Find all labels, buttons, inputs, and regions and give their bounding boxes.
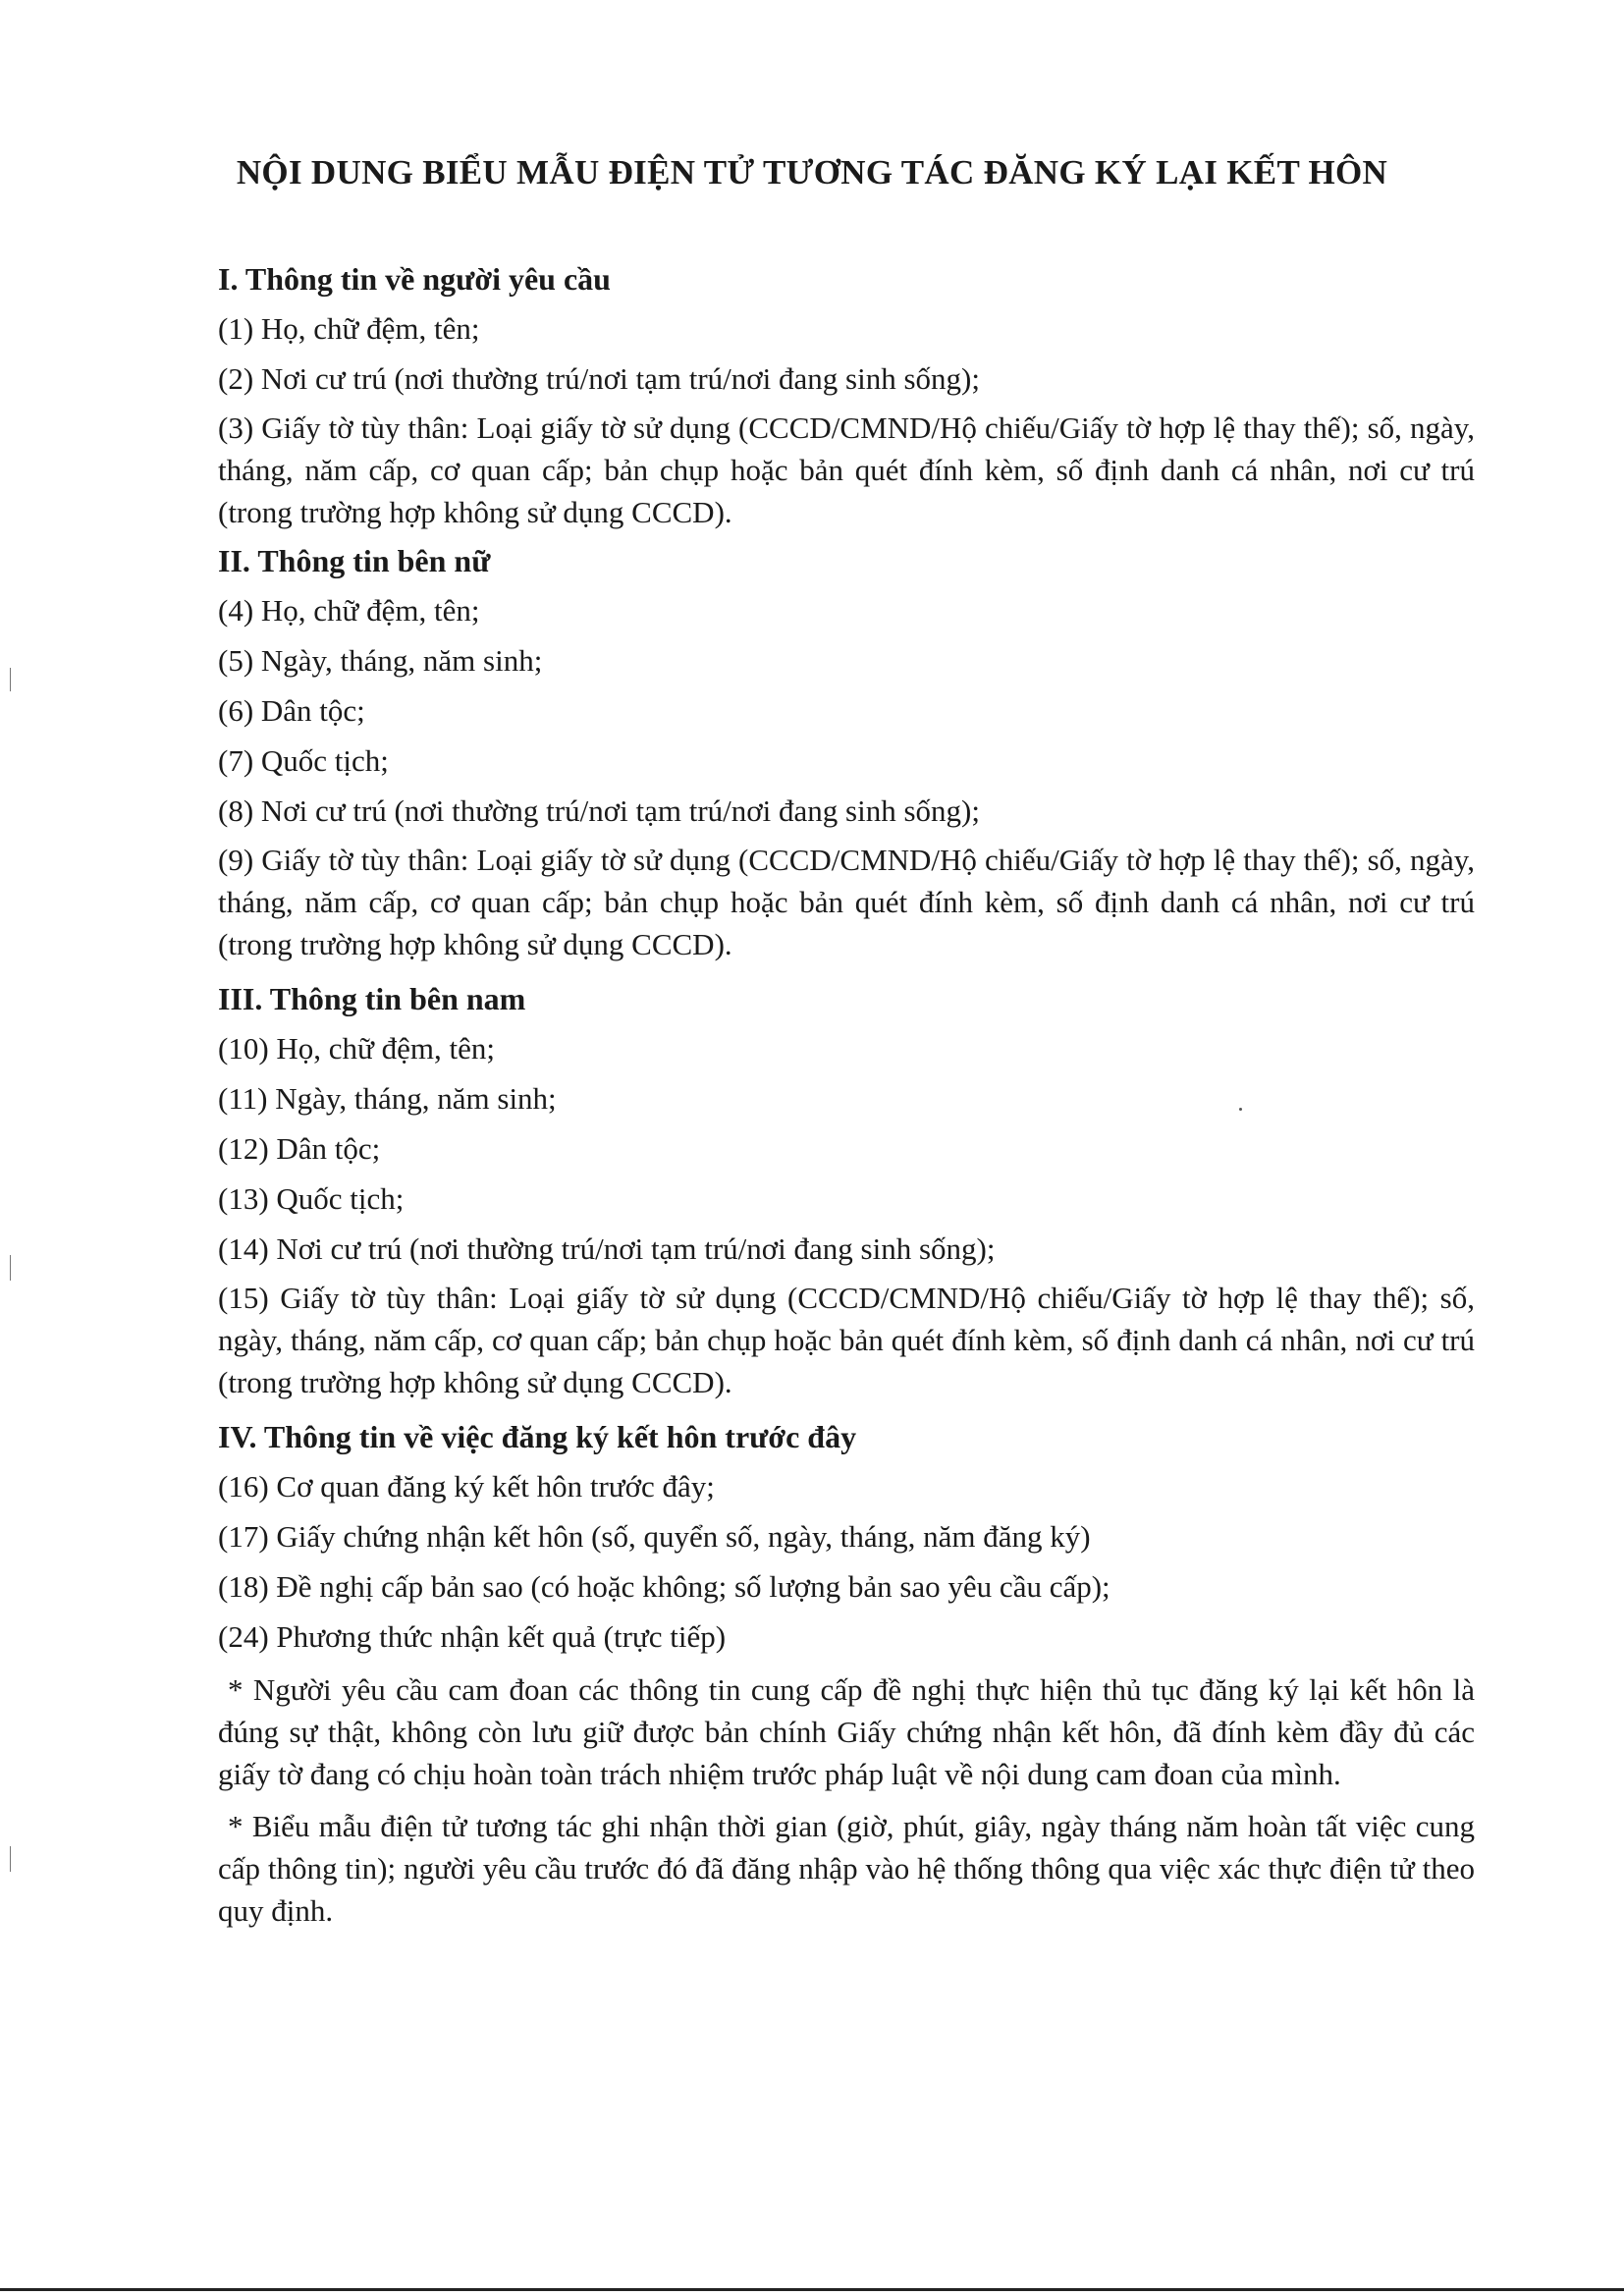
scan-mark	[10, 1846, 11, 1872]
list-item: (17) Giấy chứng nhận kết hôn (số, quyển số, ngày, tháng, năm đăng ký)	[218, 1519, 1091, 1554]
section-heading: I. Thông tin về người yêu cầu	[218, 261, 611, 297]
timestamp-note: * Biểu mẫu điện tử tương tác ghi nhận thời gian (giờ, phút, giây, ngày tháng năm hoàn tất việc cung cấp thông tin); người yêu cầu trước đó đã đăng nhập vào hệ thống thông qua việc xác thực điện tử theo quy định.	[218, 1809, 1475, 1928]
list-item: (1) Họ, chữ đệm, tên;	[218, 311, 480, 346]
list-item: (18) Đề nghị cấp bản sao (có hoặc không; số lượng bản sao yêu cầu cấp);	[218, 1569, 1110, 1604]
list-item: (16) Cơ quan đăng ký kết hôn trước đây;	[218, 1469, 715, 1503]
list-item: (4) Họ, chữ đệm, tên;	[218, 593, 480, 628]
list-item: (24) Phương thức nhận kết quả (trực tiếp)	[218, 1619, 727, 1654]
commitment-note: * Người yêu cầu cam đoan các thông tin cung cấp đề nghị thực hiện thủ tục đăng ký lại kết hôn là đúng sự thật, không còn lưu giữ được bản chính Giấy chứng nhận kết hôn, đã đính kèm đầy đủ các giấy tờ đang có chịu hoàn toàn trách nhiệm trước pháp luật về nội dung cam đoan của mình.	[218, 1672, 1475, 1791]
list-item: (3) Giấy tờ tùy thân: Loại giấy tờ sử dụng (CCCD/CMND/Hộ chiếu/Giấy tờ hợp lệ thay thế); số, ngày, tháng, năm cấp, cơ quan cấp; bản chụp hoặc bản quét đính kèm, số định danh cá nhân, nơi cư trú (trong trường hợp không sử dụng CCCD).	[218, 410, 1475, 529]
list-item: (2) Nơi cư trú (nơi thường trú/nơi tạm trú/nơi đang sinh sống);	[218, 361, 980, 396]
page-bottom-edge	[0, 2288, 1624, 2291]
list-item: (12) Dân tộc;	[218, 1131, 381, 1166]
section-heading: IV. Thông tin về việc đăng ký kết hôn trước đây	[218, 1419, 857, 1454]
list-item: (7) Quốc tịch;	[218, 743, 389, 778]
section-bride	[218, 539, 1475, 965]
section-groom	[218, 977, 1475, 1403]
section-requester	[218, 257, 1475, 533]
scan-mark	[10, 668, 11, 691]
list-item: (13) Quốc tịch;	[218, 1181, 405, 1216]
list-item: (11) Ngày, tháng, năm sinh;	[218, 1081, 557, 1116]
list-item: (5) Ngày, tháng, năm sinh;	[218, 643, 543, 678]
section-heading: II. Thông tin bên nữ	[218, 543, 491, 578]
section-heading: III. Thông tin bên nam	[218, 981, 526, 1016]
list-item: (10) Họ, chữ đệm, tên;	[218, 1031, 495, 1066]
scan-speck	[1239, 1108, 1242, 1111]
list-item: (9) Giấy tờ tùy thân: Loại giấy tờ sử dụng (CCCD/CMND/Hộ chiếu/Giấy tờ hợp lệ thay thế); số, ngày, tháng, năm cấp, cơ quan cấp; bản chụp hoặc bản quét đính kèm, số định danh cá nhân, nơi cư trú (trong trường hợp không sử dụng CCCD).	[218, 843, 1475, 961]
list-item: (8) Nơi cư trú (nơi thường trú/nơi tạm trú/nơi đang sinh sống);	[218, 793, 980, 828]
list-item: (6) Dân tộc;	[218, 693, 365, 728]
list-item: (15) Giấy tờ tùy thân: Loại giấy tờ sử dụng (CCCD/CMND/Hộ chiếu/Giấy tờ hợp lệ thay thế); số, ngày, tháng, năm cấp, cơ quan cấp; bản chụp hoặc bản quét đính kèm, số định danh cá nhân, nơi cư trú (trong trường hợp không sử dụng CCCD).	[218, 1281, 1475, 1399]
document-title: NỘI DUNG BIỂU MẪU ĐIỆN TỬ TƯƠNG TÁC ĐĂNG KÝ LẠI KẾT HÔN	[236, 153, 1388, 191]
section-previous-registration	[218, 1415, 1475, 1659]
scan-mark	[10, 1255, 11, 1281]
document-body	[218, 257, 1475, 1941]
list-item: (14) Nơi cư trú (nơi thường trú/nơi tạm trú/nơi đang sinh sống);	[218, 1231, 996, 1266]
